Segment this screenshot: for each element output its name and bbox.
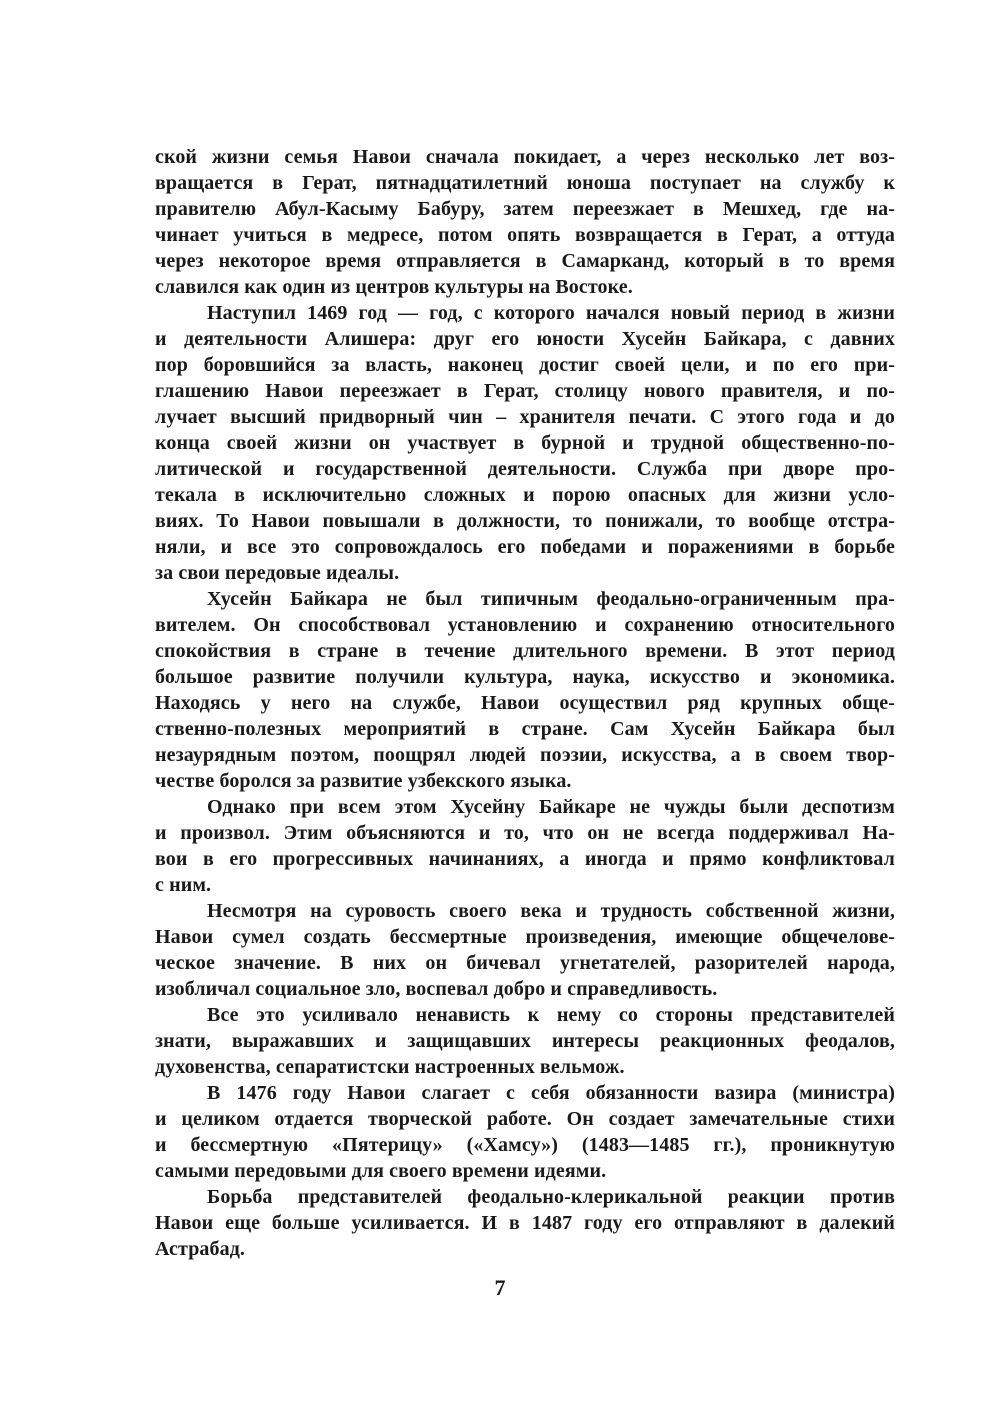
text-line: Все это усиливало ненависть к нему со стороны представителей — [207, 1004, 895, 1026]
text-line: текала в исключительно сложных и порою опасных для жизни усло- — [155, 484, 895, 506]
text-line: литической и государственной деятельности. Служба при дворе про- — [155, 458, 895, 480]
text-line: и целиком отдается творческой работе. Он создает замечательные стихи — [155, 1108, 895, 1130]
paragraph — [155, 1080, 895, 1184]
text-line: спокойствия в стране в течение длительного времени. В этот период — [155, 640, 895, 662]
page-body — [155, 144, 895, 1262]
text-line: Астрабад. — [155, 1238, 246, 1260]
text-line: пор боровшийся за власть, наконец достиг своей цели, и по его при- — [155, 354, 895, 376]
text-line: лучает высший придворный чин – хранителя печати. С этого года и до — [155, 406, 895, 428]
text-line: славился как один из центров культуры на Востоке. — [155, 276, 633, 298]
text-line: знати, выражавших и защищавших интересы реакционных феодалов, — [155, 1030, 895, 1052]
text-line: конца своей жизни он участвует в бурной и трудной общественно-по- — [155, 432, 895, 454]
text-line: Навои сумел создать бессмертные произведения, имеющие общечелове- — [155, 926, 895, 948]
text-line: и бессмертную «Пятерицу» («Хамсу») (1483—1485 гг.), проникнутую — [155, 1134, 895, 1156]
text-line: В 1476 году Навои слагает с себя обязанности вазира (министра) — [207, 1082, 895, 1104]
paragraph — [155, 794, 895, 898]
text-line: большое развитие получили культура, наука, искусство и экономика. — [155, 666, 895, 688]
paragraph — [155, 1184, 895, 1262]
text-line: Несмотря на суровость своего века и трудность собственной жизни, — [207, 900, 895, 922]
text-line: Находясь у него на службе, Навои осуществил ряд крупных обще- — [155, 692, 895, 714]
text-line: и деятельности Алишера: друг его юности Хусейн Байкара, с давних — [155, 328, 895, 350]
paragraph — [155, 300, 895, 586]
text-line: вращается в Герат, пятнадцатилетний юноша поступает на службу к — [155, 172, 895, 194]
text-line: Навои еще больше усиливается. И в 1487 году его отправляют в далекий — [155, 1212, 895, 1234]
text-line: самыми передовыми для своего времени идеями. — [155, 1160, 607, 1182]
text-line: Однако при всем этом Хусейну Байкаре не чужды были деспотизм — [207, 796, 895, 818]
paragraph — [155, 1002, 895, 1080]
text-line: незаурядным поэтом, поощрял людей поэзии, искусства, а в своем твор- — [155, 744, 895, 766]
text-line: вителем. Он способствовал установлению и сохранению относительного — [155, 614, 895, 636]
text-line: няли, и все это сопровождалось его победами и поражениями в борьбе — [155, 536, 895, 558]
text-line: чинает учиться в медресе, потом опять возвращается в Герат, а оттуда — [155, 224, 895, 246]
text-line: глашению Навои переезжает в Герат, столицу нового правителя, и по- — [155, 380, 895, 402]
text-line: честве боролся за развитие узбекского языка. — [155, 770, 572, 792]
text-line: Наступил 1469 год — год, с которого начался новый период в жизни — [207, 302, 895, 324]
text-line: с ним. — [155, 874, 212, 896]
text-line: Борьба представителей феодально-клерикальной реакции против — [207, 1186, 895, 1208]
text-line: правителю Абул-Касыму Бабуру, затем переезжает в Мешхед, где на- — [155, 198, 895, 220]
text-line: и произвол. Этим объясняются и то, что он не всегда поддерживал На- — [155, 822, 895, 844]
text-line: ческое значение. В них он бичевал угнетателей, разорителей народа, — [155, 952, 895, 974]
text-line: виях. То Навои повышали в должности, то понижали, то вообще отстра- — [155, 510, 895, 532]
paragraph — [155, 144, 895, 300]
text-line: ской жизни семья Навои сначала покидает, а через несколько лет воз- — [155, 146, 895, 168]
text-line: Хусейн Байкара не был типичным феодально-ограниченным пра- — [207, 588, 895, 610]
paragraph — [155, 898, 895, 1002]
page-number: 7 — [494, 1275, 506, 1300]
paragraph — [155, 586, 895, 794]
text-line: ственно-полезных мероприятий в стране. Сам Хусейн Байкара был — [155, 718, 895, 740]
text-line: за свои передовые идеалы. — [155, 562, 400, 584]
text-line: изобличал социальное зло, воспевал добро и справедливость. — [155, 978, 718, 1000]
text-line: вои в его прогрессивных начинаниях, а иногда и прямо конфликтовал — [155, 848, 895, 870]
text-line: через некоторое время отправляется в Самарканд, который в то время — [155, 250, 895, 272]
text-line: духовенства, сепаратистски настроенных вельмож. — [155, 1056, 625, 1078]
